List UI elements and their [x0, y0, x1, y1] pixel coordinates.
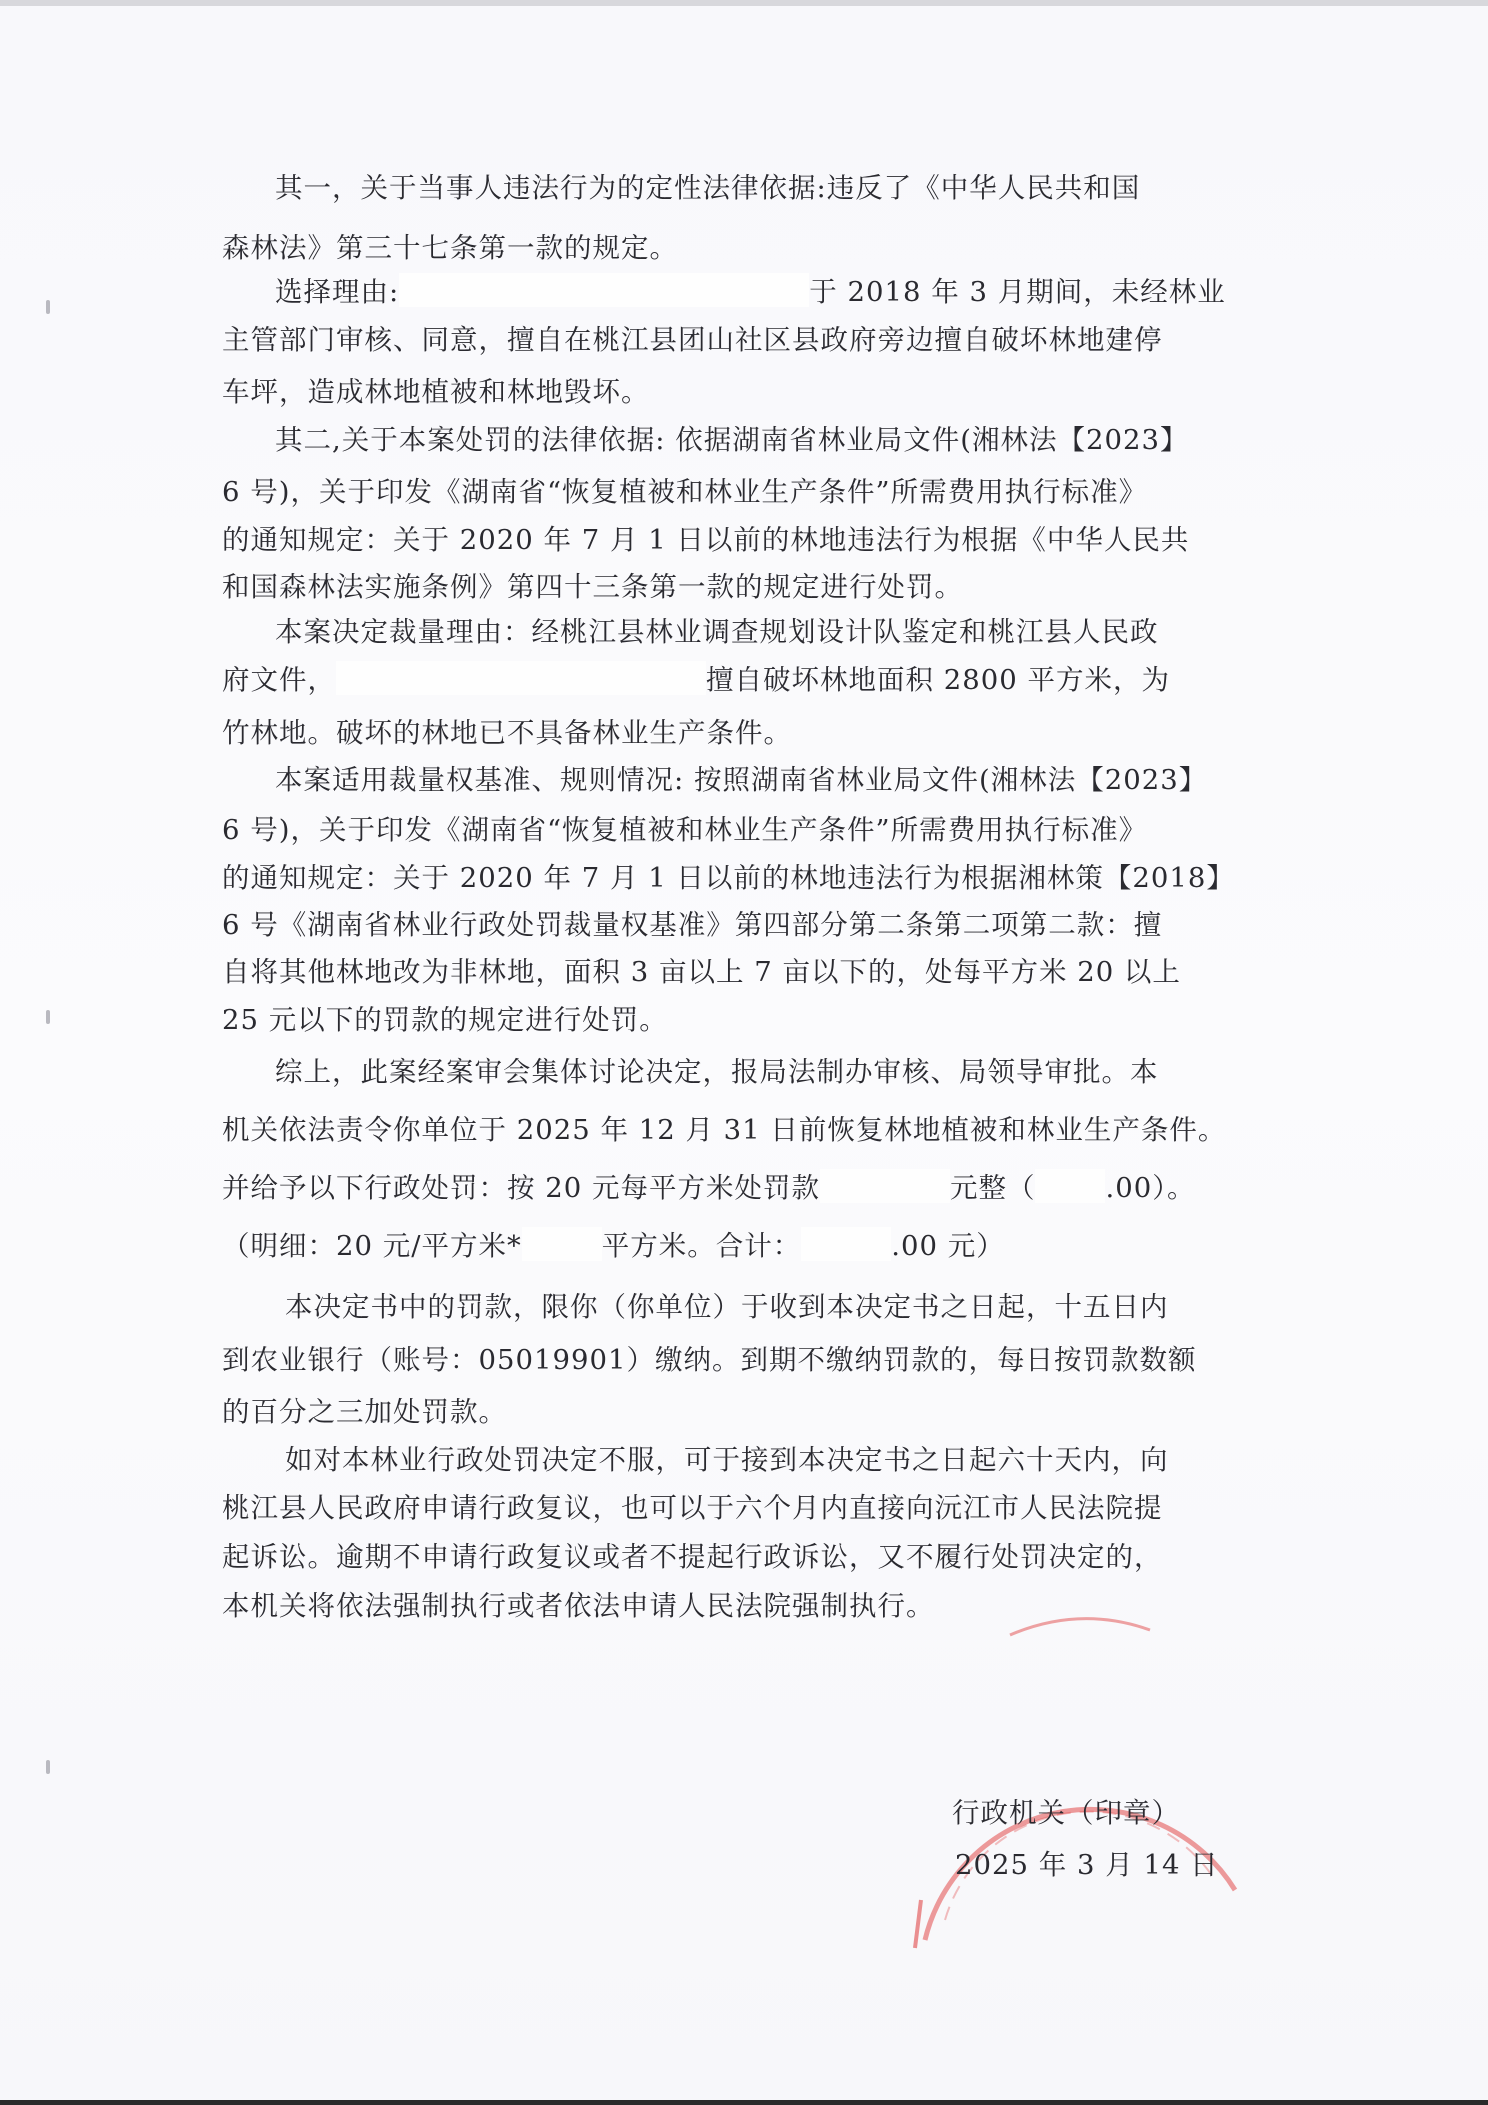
text-line: 起诉讼。逾期不申请行政复议或者不提起行政诉讼，又不履行处罚决定的， [222, 1541, 1163, 1573]
text-line [222, 1226, 1005, 1266]
text-line: 的通知规定：关于 2020 年 7 月 1 日以前的林地违法行为根据湘林策【2018】 [222, 862, 1235, 894]
text-line [222, 660, 1170, 700]
text-line: 竹林地。破坏的林地已不具备林业生产条件。 [222, 717, 792, 749]
text-segment: 府文件， [222, 664, 336, 696]
text-line: 如对本林业行政处罚决定不服，可于接到本决定书之日起六十天内，向 [285, 1444, 1169, 1476]
text-line: 的百分之三加处罚款。 [222, 1396, 507, 1428]
text-line: 和国森林法实施条例》第四十三条第一款的规定进行处罚。 [222, 571, 963, 603]
redaction-block [399, 273, 809, 307]
issuing-authority: 行政机关（印章） [952, 1797, 1180, 1829]
text-segment: .00）。 [1105, 1172, 1196, 1204]
text-line: 主管部门审核、同意，擅自在桃江县团山社区县政府旁边擅自破坏林地建停 [222, 324, 1163, 356]
text-line: 25 元以下的罚款的规定进行处罚。 [222, 1004, 668, 1036]
text-line: 桃江县人民政府申请行政复议，也可以于六个月内直接向沅江市人民法院提 [222, 1492, 1163, 1524]
scan-top-edge [0, 0, 1488, 6]
text-line: 森林法》第三十七条第一款的规定。 [222, 232, 678, 264]
redaction-block [1035, 1169, 1105, 1203]
text-line: 6 号《湖南省林业行政处罚裁量权基准》第四部分第二条第二项第二款：擅 [222, 909, 1163, 941]
text-line: 6 号)，关于印发《湖南省“恢复植被和林业生产条件”所需费用执行标准》 [222, 476, 1148, 508]
text-segment: 于 2018 年 3 月期间，未经林业 [809, 276, 1226, 308]
text-segment: 擅自破坏林地面积 2800 平方米，为 [706, 664, 1170, 696]
text-line: 本案适用裁量权基准、规则情况: 按照湖南省林业局文件(湘林法【2023】 [275, 764, 1208, 796]
text-segment: 选择理由: [275, 276, 400, 308]
text-line: 6 号)，关于印发《湖南省“恢复植被和林业生产条件”所需费用执行标准》 [222, 814, 1148, 846]
text-line: 本机关将依法强制执行或者依法申请人民法院强制执行。 [222, 1590, 935, 1622]
text-line: 自将其他林地改为非林地，面积 3 亩以上 7 亩以下的，处每平方米 20 以上 [222, 956, 1181, 988]
redaction-block [522, 1227, 602, 1261]
text-line: 车坪，造成林地植被和林地毁坏。 [222, 376, 650, 408]
redaction-block [801, 1227, 891, 1261]
text-segment: .00 元） [891, 1230, 1005, 1262]
redaction-block [820, 1169, 950, 1203]
text-line [275, 272, 1226, 312]
text-line: 本案决定裁量理由：经桃江县林业调查规划设计队鉴定和桃江县人民政 [275, 616, 1159, 648]
text-line: 机关依法责令你单位于 2025 年 12 月 31 日前恢复林地植被和林业生产条件。 [222, 1114, 1227, 1146]
text-segment: 并给予以下行政处罚：按 20 元每平方米处罚款 [222, 1172, 820, 1204]
seal-fragment [1000, 1605, 1160, 1645]
text-segment: 元整（ [949, 1172, 1036, 1204]
text-line: 到农业银行（账号：05019901）缴纳。到期不缴纳罚款的，每日按罚款数额 [222, 1344, 1197, 1376]
text-segment: 平方米。合计： [601, 1230, 802, 1262]
text-line: 综上，此案经案审会集体讨论决定，报局法制办审核、局领导审批。本 [275, 1056, 1159, 1088]
text-line: 本决定书中的罚款，限你（你单位）于收到本决定书之日起，十五日内 [285, 1291, 1169, 1323]
redaction-block [336, 661, 706, 695]
scan-bottom-edge [0, 2100, 1488, 2105]
text-line [222, 1168, 1195, 1208]
text-line: 其二,关于本案处罚的法律依据: 依据湖南省林业局文件(湘林法【2023】 [275, 424, 1189, 456]
text-segment: （明细：20 元/平方米* [222, 1230, 522, 1262]
text-line: 的通知规定：关于 2020 年 7 月 1 日以前的林地违法行为根据《中华人民共 [222, 524, 1190, 556]
issue-date: 2025 年 3 月 14 日 [955, 1849, 1219, 1881]
text-line: 其一，关于当事人违法行为的定性法律依据:违反了《中华人民共和国 [275, 172, 1141, 204]
